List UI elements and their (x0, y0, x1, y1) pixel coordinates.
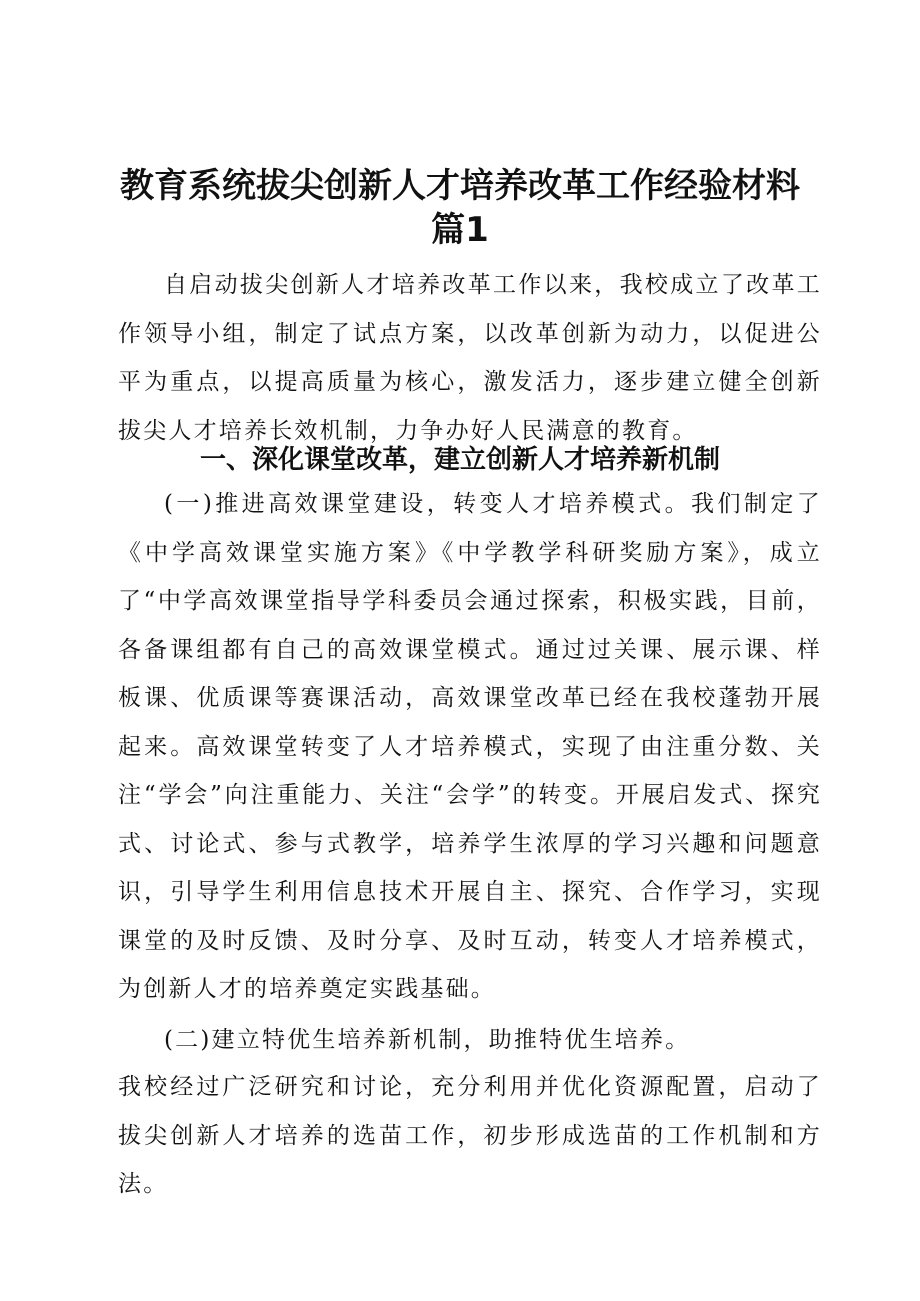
subsection-2-heading: (二)建立特优生培养新机制，助推特优生培养。 (164, 1027, 691, 1053)
section-heading: 一、深化课堂改革，建立创新人才培养新机制 (199, 445, 720, 475)
subsection-1-paragraph: (一)推进高效课堂建设，转变人才培养模式。我们制定了《中学高效课堂实施方案》《中学教学科研奖励方案》，成立了“中学高效课堂指导学科委员会通过探索，积极实践，目前，各备课组都有自己的高效课堂模式。通过过关课、展示课、样板课、优质课等赛课活动，高效课堂改革已经在我校蓬勃开展起来。高效课堂转变了人才培养模式，实现了由注重分数、关注“学会”向注重能力、关注“会学”的转变。开展启发式、探究式、讨论式、参与式教学，培养学生浓厚的学习兴趣和问题意识，引导学生利用信息技术开展自主、探究、合作学习，实现课堂的及时反馈、及时分享、及时互动，转变人才培养模式，为创新人才的培养奠定实践基础。 (118, 491, 822, 1002)
document-title: 教育系统拔尖创新人才培养改革工作经验材料 (120, 166, 800, 206)
intro-paragraph: 自启动拔尖创新人才培养改革工作以来，我校成立了改革工作领导小组，制定了试点方案，以改革创新为动力，以促进公平为重点，以提高质量为核心，激发活力，逐步建立健全创新拔尖人才培养长效机制，力争办好人民满意的教育。 (118, 272, 822, 444)
subsection-2-paragraph: 我校经过广泛研究和讨论，充分利用并优化资源配置，启动了拔尖创新人才培养的选苗工作，初步形成选苗的工作机制和方法。 (118, 1074, 822, 1197)
document-subtitle: 篇1 (431, 210, 489, 250)
